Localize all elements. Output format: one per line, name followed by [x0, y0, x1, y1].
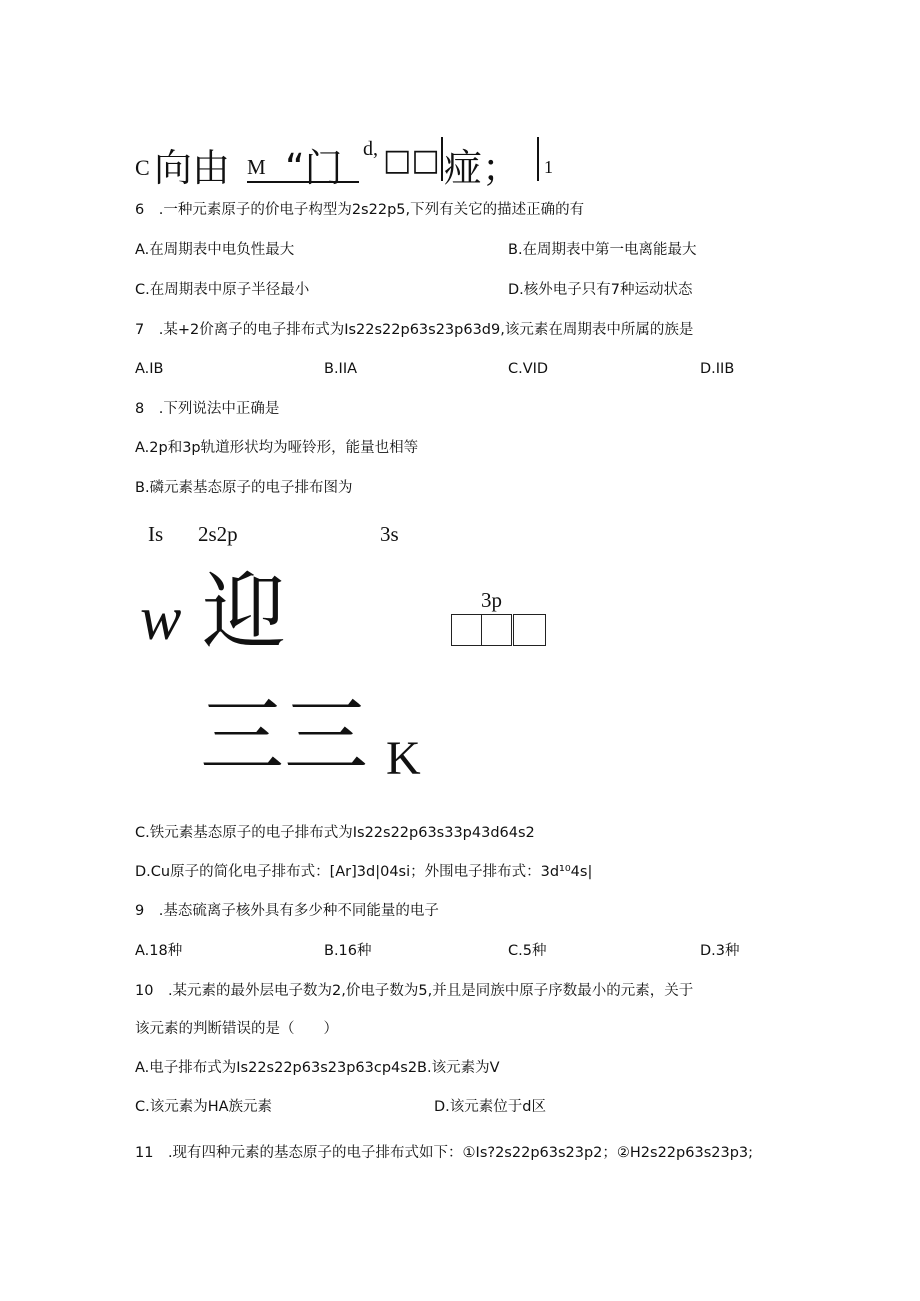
header-chars3: 痖； [444, 146, 521, 190]
q8-option-d: D.Cu原子的简化电子排布式：[Ar]3d|04si；外围电子排布式：3d¹⁰4s| [135, 864, 593, 880]
orbital-label-3s: 3s [380, 522, 399, 546]
orbital-box [451, 614, 482, 646]
q7-option-a: A.IB [135, 361, 164, 377]
q6-stem: 6 .一种元素原子的价电子构型为2s22p5,下列有关它的描述正确的有 [135, 202, 585, 218]
header-chars2: “门 [285, 146, 343, 190]
q6-option-a: A.在周期表中电负性最大 [135, 242, 295, 258]
q8-stem: 8 .下列说法中正确是 [135, 401, 280, 417]
diagram-glyph-w: w [140, 585, 182, 653]
q9-option-b: B.16种 [324, 943, 372, 959]
orbital-label-2s2p: 2s2p [198, 522, 238, 546]
q9-option-d: D.3种 [700, 943, 740, 959]
q10-option-d: D.该元素位于d区 [434, 1099, 546, 1115]
q9-option-c: C.5种 [508, 943, 547, 959]
header-bar-left [441, 137, 443, 181]
diagram-glyph-san: 三三 [200, 687, 369, 785]
q9-stem: 9 .基态硫离子核外具有多少种不同能量的电子 [135, 903, 439, 919]
q10-stem-line1: 10 .某元素的最外层电子数为2,价电子数为5,并且是同族中原子序数最小的元素，关于 [135, 983, 694, 999]
diagram-glyph-k: K [386, 732, 421, 785]
header-tail: 1 [544, 157, 553, 177]
header-c: C [135, 155, 150, 180]
header-sup: d, [363, 138, 378, 160]
q8-option-c: C.铁元素基态原子的电子排布式为Is22s22p63s33p43d64s2 [135, 825, 535, 841]
q6-option-c: C.在周期表中原子半径最小 [135, 282, 310, 298]
q7-stem: 7 .某+2价离子的电子排布式为Is22s22p63s23p63d9,该元素在周期表中所属的族是 [135, 322, 694, 338]
orbital-box [513, 614, 546, 646]
q7-option-d: D.IIB [700, 361, 735, 377]
q7-option-c: C.VID [508, 361, 549, 377]
header-m: M [247, 155, 359, 183]
orbital-label-1s: Is [148, 522, 164, 546]
orbital-label-3p: 3p [481, 588, 502, 612]
q8-option-a: A.2p和3p轨道形状均为哑铃形，能量也相等 [135, 440, 419, 456]
q8-option-b: B.磷元素基态原子的电子排布图为 [135, 480, 353, 496]
q10-option-ab: A.电子排布式为Is22s22p63s23p63cp4s2B.该元素为V [135, 1060, 500, 1076]
diagram-glyph-ying: 迎 [202, 563, 287, 661]
q10-stem-line2: 该元素的判断错误的是（ ） [135, 1021, 338, 1037]
header-chars1: 向由 [154, 146, 231, 190]
q7-option-b: B.IIA [324, 361, 358, 377]
header-boxes: □□ [383, 143, 440, 178]
q11-stem: 11 .现有四种元素的基态原子的电子排布式如下：①Is?2s22p63s23p2；②H2s22p63s23p3; [135, 1145, 754, 1161]
q6-option-b: B.在周期表中第一电离能最大 [508, 242, 697, 258]
q9-option-a: A.18种 [135, 943, 183, 959]
header-bar-right [537, 137, 539, 181]
orbital-box [481, 614, 512, 646]
q10-option-c: C.该元素为HA族元素 [135, 1099, 273, 1115]
q6-option-d: D.核外电子只有7种运动状态 [508, 282, 693, 298]
